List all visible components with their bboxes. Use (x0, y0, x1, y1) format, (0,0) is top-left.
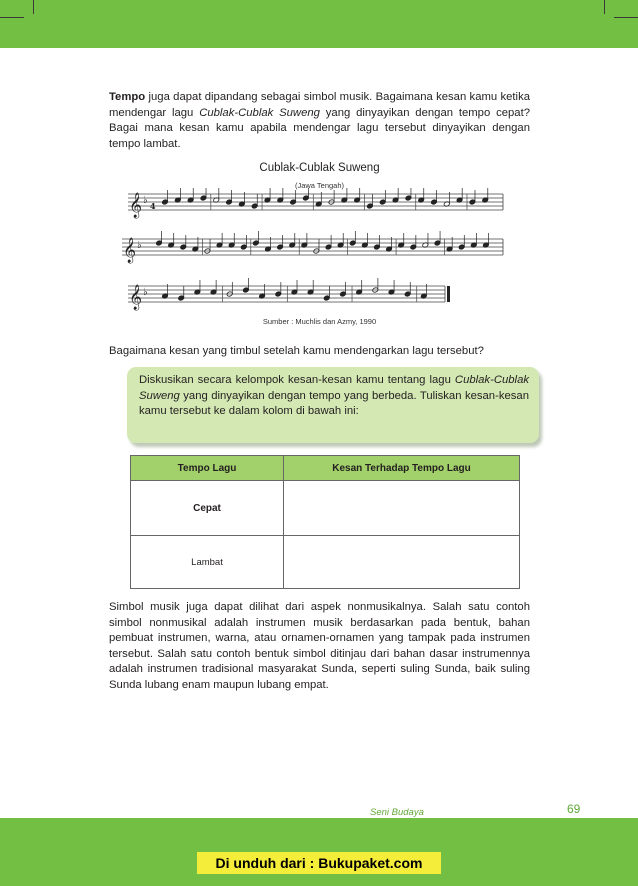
treble-clef-icon: 𝄞 (129, 285, 143, 310)
book-title: Seni Budaya (370, 807, 424, 818)
header-tempo: Tempo Lagu (131, 456, 284, 481)
download-banner[interactable]: Di unduh dari : Bukupaket.com (197, 852, 441, 874)
flat-sign-icon: ♭ (143, 287, 148, 298)
tempo-table (130, 455, 520, 589)
intro-text-2: yang dinyayikan dengan tempo cepat? Bagai mana kesan kamu apabila mendengar lagu tersebut dinyayikan dengan tempo lambat. (109, 106, 530, 150)
crop-mark (0, 17, 24, 18)
song-source: Sumber : Muchlis dan Azmy, 1990 (262, 317, 377, 326)
intro-bold: Tempo (109, 91, 146, 103)
discussion-text-2: yang dinyayikan dengan tempo yang berbeda. Tuliskan kesan-kesan kamu tersebut ke dalam kolom di bawah ini: (139, 389, 529, 418)
song-title: Cublak-Cublak Suweng (259, 162, 380, 174)
music-score (0, 188, 638, 318)
table-header-row (131, 456, 520, 481)
top-band (0, 0, 638, 48)
time-signature: 4 (150, 201, 156, 211)
flat-sign-icon: ♭ (137, 240, 142, 251)
crop-mark (614, 17, 638, 18)
intro-paragraph (109, 90, 530, 152)
final-bar-line (447, 286, 450, 302)
header-kesan: Kesan Terhadap Tempo Lagu (284, 456, 520, 481)
closing-paragraph: Simbol musik juga dapat dilihat dari aspek nonmusikalnya. Salah satu contoh simbol nonmusikal adalah instrumen musik berdasarkan pada bentuk, bahan pembuat instrumen, warna, atau ornamen-ornamen yang tampak pada instrumen tersebut. Salah satu contoh bentuk simbol ditinjau dari bahan dasar instrumennya adalah instrumen tradisional masyarakat Sunda, seperti suling Sunda, baik suling Sunda lubang enam maupun lubang empat. (109, 601, 530, 691)
treble-clef-icon: 𝄞 (129, 193, 143, 218)
kesan-cell[interactable] (284, 481, 520, 536)
kesan-cell[interactable] (284, 536, 520, 589)
tempo-cell: Lambat (131, 536, 284, 589)
discussion-box (127, 367, 539, 443)
table-row (131, 536, 520, 589)
tempo-cell: Cepat (131, 481, 284, 536)
discussion-song-title: Cublak-Cublak Suweng (139, 374, 529, 402)
crop-mark (33, 0, 34, 14)
question-text: Bagaimana kesan yang timbul setelah kamu mendengarkan lagu tersebut? (109, 345, 484, 357)
song-region: (Jawa Tengah) (294, 181, 345, 190)
page-number: 69 (567, 802, 581, 816)
treble-clef-icon: 𝄞 (123, 238, 137, 263)
crop-mark (604, 0, 605, 14)
flat-sign-icon: ♭ (143, 195, 148, 206)
intro-text: juga dapat dipandang sebagai simbol musik. Bagaimana kesan kamu ketika mendengar lagu (109, 91, 530, 119)
discussion-text: Diskusikan secara kelompok kesan-kesan kamu tentang lagu (139, 374, 455, 386)
intro-song-title: Cublak-Cublak Suweng (199, 106, 320, 119)
table-row (131, 481, 520, 536)
